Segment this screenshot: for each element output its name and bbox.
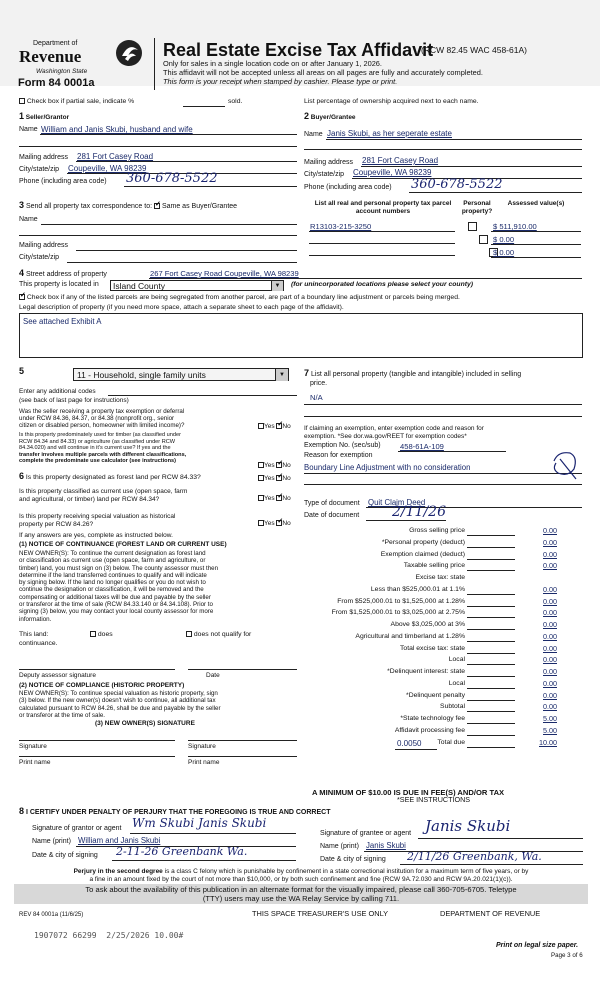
grantee-date-line bbox=[400, 864, 583, 865]
tax-row-label: Less than $525,000.01 at 1.1% bbox=[370, 585, 465, 593]
exemption-no-value[interactable]: 458-61A-109 bbox=[400, 442, 444, 451]
exemption-yes-checkbox[interactable] bbox=[258, 423, 264, 429]
tax-row-label: *Delinquent penalty bbox=[406, 691, 465, 699]
buyer-city-value[interactable]: Coupeville, WA 98239 bbox=[353, 168, 432, 177]
personal-property-label-2: price. bbox=[310, 380, 328, 387]
deputy-signature-label: Deputy assessor signature bbox=[19, 672, 96, 679]
tax-row-value[interactable]: 0.00 bbox=[543, 667, 557, 676]
tax-row-label: From $525,000.01 to $1,525,000 at 1.28% bbox=[337, 597, 465, 605]
forest-yes-no: Yes ✓ No bbox=[258, 475, 291, 483]
assessed-value-header: Assessed value(s) bbox=[507, 200, 565, 207]
current-use-yes-no: Yes ✓ No bbox=[258, 495, 291, 503]
tax-row-leader bbox=[467, 723, 515, 724]
personal-property-checkbox-1[interactable] bbox=[468, 222, 477, 231]
seller-name-label: Name bbox=[19, 126, 38, 133]
county-note: (for unincorporated locations please select your county) bbox=[291, 281, 474, 288]
grantor-date-label: Date & city of signing bbox=[32, 852, 98, 859]
notice-continuance-title: (1) NOTICE OF CONTINUANCE (FOREST LAND OR CURRENT USE) bbox=[19, 541, 227, 548]
tax-row-value[interactable]: 0.00 bbox=[543, 631, 557, 641]
parcel-header: List all real and personal property tax parcel account numbers bbox=[314, 200, 452, 215]
header-divider bbox=[154, 38, 155, 90]
state-label: Washington State bbox=[36, 68, 88, 75]
accessibility-line-2: (TTY) users may use the WA Relay Service by calling 711. bbox=[202, 894, 400, 903]
minimum-due-note: A MINIMUM OF $10.00 IS DUE IN FEE(S) AND/OR TAX bbox=[312, 788, 505, 797]
header-line-1: Only for sales in a single location code on or after January 1, 2026. bbox=[163, 59, 382, 68]
buyer-name-label: Name bbox=[304, 131, 323, 138]
tax-row-value[interactable]: 0.00 bbox=[543, 561, 557, 571]
partial-percent-field[interactable] bbox=[183, 106, 225, 107]
buyer-name-value[interactable]: Janis Skubi, as her seperate estate bbox=[327, 129, 452, 138]
this-land-label: This land: bbox=[19, 631, 49, 638]
exemption-instructions-2: exemption. *See dor.wa.gov/REET for exemption codes* bbox=[304, 433, 467, 440]
accessibility-line-1: To ask about the availability of this publication in an alternate format for the visually impaired, please call 360-705-6705. Teletype bbox=[85, 885, 517, 894]
county-select[interactable] bbox=[110, 280, 284, 291]
tax-row-leader bbox=[467, 617, 515, 618]
local-rate-value[interactable]: 0.0050 bbox=[397, 739, 422, 748]
buyer-name-line bbox=[326, 139, 582, 140]
seller-phone-label: Phone (including area code) bbox=[19, 178, 107, 185]
title-citation: (RCW 82.45 WAC 458-61A) bbox=[421, 45, 527, 55]
tax-row-value[interactable]: 0.00 bbox=[543, 690, 557, 700]
additional-codes-note: (see back of last page for instructions) bbox=[19, 397, 129, 404]
exemption-no-label: Exemption No. (sec/sub) bbox=[304, 442, 381, 449]
tax-row-label: Exemption claimed (deduct) bbox=[380, 550, 465, 558]
corr-mailing-label: Mailing address bbox=[19, 242, 69, 249]
deputy-signature-field[interactable] bbox=[19, 669, 175, 670]
tax-row-leader bbox=[467, 641, 515, 642]
seller-name-value[interactable]: William and Janis Skubi, husband and wife bbox=[41, 125, 193, 134]
form-number: Form 84 0001a bbox=[18, 77, 95, 89]
department-label: DEPARTMENT OF REVENUE bbox=[440, 909, 541, 918]
cashier-stamp: 1907072 66299 2/25/2026 10.00# bbox=[34, 931, 184, 940]
personal-property-value[interactable]: N/A bbox=[310, 393, 323, 402]
forest-yes-checkbox[interactable] bbox=[258, 475, 264, 481]
assessed-line-1 bbox=[491, 231, 581, 232]
legal-description-label: Legal description of property (if you need more space, attach a separate sheet to each page of the affidavit). bbox=[19, 304, 344, 311]
corr-mailing-field[interactable] bbox=[76, 250, 297, 251]
owner-print-field-2[interactable] bbox=[188, 756, 297, 757]
buyer-section-heading: 2 Buyer/Grantee bbox=[304, 111, 356, 121]
tax-row-label: Subtotal bbox=[440, 703, 465, 711]
tax-row-leader bbox=[467, 664, 515, 665]
seller-city-label: City/state/zip bbox=[19, 166, 60, 173]
parcel-line-1 bbox=[309, 231, 455, 232]
historic-yes-no: Yes ✓ No bbox=[258, 520, 291, 528]
ownership-note: List percentage of ownership acquired next to each name. bbox=[304, 98, 479, 105]
street-address-label: 4 Street address of property bbox=[19, 268, 107, 278]
header-line-2: This affidavit will not be accepted unless all areas on all pages are fully and accurately completed. bbox=[163, 68, 483, 77]
parcel-number-1[interactable]: R13103-215-3250 bbox=[310, 222, 372, 231]
perjury-line-1: Perjury in the second degree is a class C felony which is punishable by confinement in a state correctional institution for a maximum term of five years, or by bbox=[73, 868, 529, 875]
land-does-not: does not qualify for bbox=[186, 631, 251, 639]
corr-city-field[interactable] bbox=[67, 262, 297, 263]
land-use-select[interactable] bbox=[73, 368, 289, 381]
seller-phone-value[interactable]: 360-678-5522 bbox=[126, 171, 218, 186]
assessed-line-3 bbox=[491, 257, 581, 258]
same-as-buyer-checkbox[interactable] bbox=[154, 203, 160, 209]
tax-row-value[interactable]: 5.00 bbox=[543, 725, 557, 735]
new-owner-signature-title: (3) NEW OWNER(S) SIGNATURE bbox=[95, 720, 195, 727]
tax-row-label: Total excise tax: state bbox=[400, 644, 465, 652]
exemption-no-line bbox=[398, 451, 506, 452]
deputy-date-field[interactable] bbox=[188, 669, 297, 670]
seller-name-line bbox=[40, 134, 297, 135]
additional-codes-field[interactable] bbox=[108, 395, 297, 396]
corr-name-label: Name bbox=[19, 216, 38, 223]
tax-row-label: Local bbox=[448, 679, 465, 687]
tax-row-leader bbox=[467, 735, 515, 736]
tax-row-leader bbox=[467, 547, 515, 548]
does-not-checkbox[interactable] bbox=[186, 631, 192, 637]
tax-row-leader bbox=[467, 711, 515, 712]
tax-row-label: From $1,525,000.01 to $3,025,000 at 2.75% bbox=[331, 609, 465, 617]
county-select-value: Island County bbox=[113, 281, 165, 291]
tax-row-label: Taxable selling price bbox=[403, 562, 465, 570]
notice-compliance-body: NEW OWNER(S): To continue special valuation as historic property, sign (3) below. If the new owner(s) doesn't wish to continue, all additional tax calculated pursuant to RCW 84.26, shall be due and payable by the seller or transferor at the time of sale. bbox=[19, 690, 221, 719]
forest-no-checkbox[interactable] bbox=[276, 475, 282, 481]
tax-row-leader bbox=[467, 594, 515, 595]
revenue-logo-text: Revenue bbox=[19, 47, 82, 66]
section-5-number: 5 bbox=[19, 366, 25, 376]
buyer-mailing-value[interactable]: 281 Fort Casey Road bbox=[362, 156, 439, 165]
corr-city-label: City/state/zip bbox=[19, 254, 60, 261]
assessed-value-2[interactable]: $ 0.00 bbox=[493, 235, 515, 244]
tax-row-leader bbox=[467, 688, 515, 689]
grantee-print-label: Name (print) bbox=[320, 843, 359, 850]
exemption-question: Was the seller receiving a property tax exemption or deferral under RCW 84.36, 84.37, or 84.38 (nonprofit org., senior citizen or disabled person, homeowner with limited income)? bbox=[19, 408, 185, 430]
seller-mailing-label: Mailing address bbox=[19, 154, 69, 161]
tax-row-label: *State technology fee bbox=[400, 715, 465, 722]
street-address-value[interactable]: 267 Fort Casey Road Coupeville, WA 98239 bbox=[150, 269, 299, 278]
tax-row-value[interactable]: 0.00 bbox=[543, 678, 557, 688]
tax-row-value[interactable]: 0.00 bbox=[543, 608, 557, 618]
buyer-city-label: City/state/zip bbox=[304, 171, 345, 178]
personal-property-line-1 bbox=[304, 404, 582, 405]
tax-row-leader bbox=[467, 629, 515, 630]
current-use-question: Is this property classified as current use (open space, farm and agricultural, or timber) land per RCW 84.34? bbox=[19, 488, 188, 503]
partial-sale-label: Check box if partial sale, indicate % bbox=[26, 98, 135, 105]
revenue-logo-icon bbox=[114, 38, 144, 68]
tax-row-leader bbox=[467, 559, 515, 560]
page-title: Real Estate Excise Tax Affidavit bbox=[163, 40, 434, 60]
buyer-phone-value[interactable]: 360-678-5522 bbox=[411, 177, 503, 192]
current-use-yes-checkbox[interactable] bbox=[258, 495, 264, 501]
buyer-phone-label: Phone (including area code) bbox=[304, 184, 392, 191]
deputy-date-label: Date bbox=[206, 672, 220, 679]
any-yes-note: If any answers are yes, complete as instructed below. bbox=[19, 532, 173, 539]
county-label: This property is located in bbox=[19, 281, 99, 288]
tax-row-value[interactable]: 0.00 bbox=[543, 584, 557, 594]
tax-row-value[interactable]: 0.00 bbox=[543, 620, 557, 629]
exemption-no-checkbox[interactable] bbox=[276, 423, 282, 429]
tax-row-label: Affidavit processing fee bbox=[394, 726, 465, 734]
tax-row-leader bbox=[467, 570, 515, 571]
owner-signature-field-1[interactable] bbox=[19, 740, 175, 741]
assessed-value-1[interactable]: $ 511,910.00 bbox=[493, 222, 537, 231]
tax-row-value[interactable]: 0.00 bbox=[543, 655, 557, 665]
parcel-line-3[interactable] bbox=[309, 255, 455, 256]
grantor-date-line bbox=[112, 860, 296, 861]
land-use-value: 11 - Household, single family units bbox=[77, 370, 206, 380]
correspondence-heading: 3 Send all property tax correspondence to: ✓ Same as Buyer/Grantee bbox=[19, 200, 237, 211]
buyer-phone-line bbox=[409, 192, 582, 193]
tax-row-leader bbox=[467, 747, 515, 748]
buyer-name-line-2 bbox=[304, 149, 582, 150]
assessed-line-2 bbox=[491, 244, 581, 245]
tax-row-label: Total due bbox=[437, 738, 465, 746]
grantee-date-label: Date & city of signing bbox=[320, 856, 386, 863]
doc-type-label: Type of document bbox=[304, 500, 360, 507]
timber-yes-checkbox[interactable] bbox=[258, 462, 264, 468]
timber-question: Is this property predominately used for timber (as classified under RCW 84.34 and 84.33) or agriculture (as classified under RCW 84.34.020) and will continue in it's current use? If yes and the transfer involves multiple parcels with different classifications, complete the predominate use calculator (see instructions) bbox=[19, 432, 187, 465]
partial-sale-row bbox=[19, 98, 134, 106]
tax-row-value[interactable]: 0.00 bbox=[543, 702, 557, 712]
tax-row-label: Excise tax: state bbox=[415, 574, 465, 581]
personal-property-header: Personal property? bbox=[461, 200, 493, 215]
seller-mailing-line bbox=[76, 161, 297, 162]
tax-row-label: Agricultural and timberland at 1.28% bbox=[355, 632, 465, 640]
handwritten-initials-icon bbox=[548, 447, 582, 481]
treasurer-use-label: THIS SPACE TREASURER'S USE ONLY bbox=[252, 909, 389, 918]
seller-name-line-2 bbox=[19, 146, 297, 147]
segregation-checkbox[interactable] bbox=[19, 294, 25, 300]
tax-row-leader bbox=[467, 535, 515, 536]
sold-label: sold. bbox=[228, 98, 243, 105]
legal-description-field[interactable] bbox=[19, 313, 583, 358]
exemption-yes-no: Yes ✓ No bbox=[258, 423, 291, 431]
tax-row-value[interactable]: 10.00 bbox=[539, 737, 557, 747]
timber-yes-no: Yes ✓ No bbox=[258, 462, 291, 470]
grantee-signature[interactable]: Janis Skubi bbox=[425, 817, 511, 835]
owner-print-label-2: Print name bbox=[188, 759, 220, 766]
seller-city-value[interactable]: Coupeville, WA 98239 bbox=[68, 164, 147, 173]
doc-type-value[interactable]: Quit Claim Deed bbox=[368, 498, 426, 507]
segregation-label: Check box if any of the listed parcels are being segregated from another parcel, are part of a boundary line adjustment or parcels being merged. bbox=[26, 294, 460, 301]
dept-of-label: Department of bbox=[33, 40, 78, 47]
personal-property-checkbox-2[interactable] bbox=[479, 235, 488, 244]
doc-date-label: Date of document bbox=[304, 512, 360, 519]
tax-row-leader bbox=[467, 700, 515, 701]
tax-row-label: *Personal property (deduct) bbox=[381, 538, 465, 546]
forest-land-question: 6 Is this property designated as forest land per RCW 84.33? bbox=[19, 471, 201, 481]
parcel-line-2[interactable] bbox=[309, 243, 455, 244]
exemption-instructions-1: If claiming an exemption, enter exemption code and reason for bbox=[304, 425, 484, 432]
revision-label: REV 84 0001a (11/6/25) bbox=[19, 912, 84, 918]
grantor-signature[interactable]: Wm Skubi Janis Skubi bbox=[132, 816, 267, 830]
exemption-reason-line-2 bbox=[304, 484, 582, 485]
grantor-print-value[interactable]: William and Janis Skubi bbox=[78, 836, 161, 845]
tax-row-leader bbox=[467, 653, 515, 654]
grantor-date-city[interactable]: 2-11-26 Greenbank Wa. bbox=[116, 845, 248, 858]
tax-row-label: Above $3,025,000 at 3% bbox=[390, 621, 465, 628]
tax-row-label: Local bbox=[448, 656, 465, 664]
assessed-value-3[interactable]: $ 0.00 bbox=[493, 248, 515, 257]
seller-section-heading: 1 Seller/Grantor bbox=[19, 111, 70, 121]
doc-date-line bbox=[366, 520, 446, 521]
grantee-print-value[interactable]: Janis Skubi bbox=[366, 841, 406, 850]
exemption-reason-label: Reason for exemption bbox=[304, 452, 373, 459]
tax-row-value[interactable]: 5.00 bbox=[543, 714, 557, 723]
street-address-line bbox=[149, 278, 582, 279]
grantor-signature-line bbox=[130, 833, 296, 834]
perjury-line-2: a fine in an amount fixed by the court of not more than $10,000, or by both such confinement and fine (RCW 9A.72.030 and RCW 9A.20.021(1)(c)). bbox=[89, 876, 513, 883]
land-does: does bbox=[90, 631, 113, 639]
personal-property-line-2 bbox=[304, 416, 582, 417]
buyer-mailing-label: Mailing address bbox=[304, 159, 354, 166]
owner-signature-label-1: Signature bbox=[19, 743, 47, 750]
local-rate-line bbox=[395, 749, 437, 750]
grantee-signature-label: Signature of grantee or agent bbox=[320, 830, 412, 837]
page-number: Page 3 of 6 bbox=[551, 952, 583, 959]
tax-row-value[interactable]: 0.00 bbox=[543, 596, 557, 606]
additional-codes-label: Enter any additional codes bbox=[19, 388, 96, 395]
corr-name-field[interactable] bbox=[41, 224, 297, 225]
buyer-mailing-line bbox=[361, 166, 582, 167]
certification-heading: 8 I CERTIFY UNDER PENALTY OF PERJURY THAT THE FOREGOING IS TRUE AND CORRECT bbox=[19, 806, 331, 816]
chevron-down-icon[interactable]: ▼ bbox=[271, 281, 283, 291]
see-instructions-note: *SEE INSTRUCTIONS bbox=[397, 795, 471, 804]
owner-print-label-1: Print name bbox=[19, 759, 51, 766]
tax-row-value[interactable]: 0.00 bbox=[543, 643, 557, 653]
partial-sale-checkbox[interactable] bbox=[19, 98, 25, 104]
chevron-down-icon[interactable]: ▼ bbox=[275, 369, 288, 381]
grantee-signature-line bbox=[418, 838, 583, 839]
historic-question: Is this property receiving special valuation as historical property per RCW 84.26? bbox=[19, 513, 176, 528]
tax-row-value[interactable]: 0.00 bbox=[543, 549, 557, 559]
owner-signature-field-2[interactable] bbox=[188, 740, 297, 741]
seller-mailing-value[interactable]: 281 Fort Casey Road bbox=[77, 152, 154, 161]
tax-row-leader bbox=[467, 676, 515, 677]
tax-row-label: Gross selling price bbox=[409, 527, 465, 534]
grantor-print-label: Name (print) bbox=[32, 838, 71, 845]
exemption-reason-value[interactable]: Boundary Line Adjustment with no consideration bbox=[304, 463, 471, 472]
owner-print-field-1[interactable] bbox=[19, 756, 175, 757]
header-line-3: This form is your receipt when stamped by cashier. Please type or print. bbox=[163, 77, 398, 86]
notice-compliance-title: (2) NOTICE OF COMPLIANCE (HISTORIC PROPERTY) bbox=[19, 682, 185, 689]
seller-phone-line bbox=[124, 186, 297, 187]
segregation-row bbox=[19, 294, 460, 302]
personal-property-label: 7 List all personal property (tangible and intangible) included in selling bbox=[304, 368, 522, 378]
grantee-date-city[interactable]: 2/11/26 Greenbank, Wa. bbox=[407, 850, 542, 863]
owner-signature-label-2: Signature bbox=[188, 743, 216, 750]
doc-date-value[interactable]: 2/11/26 bbox=[392, 504, 446, 520]
corr-name-field-2[interactable] bbox=[19, 235, 297, 236]
tax-row-value[interactable]: 0.00 bbox=[543, 526, 557, 535]
legal-description-value: See attached Exhibit A bbox=[23, 317, 102, 326]
exemption-reason-line bbox=[304, 473, 582, 474]
tax-row-value[interactable]: 0.00 bbox=[543, 537, 557, 547]
notice-continuance-body: NEW OWNER(S): To continue the current designation as forest land or classification as current use (open space, farm and agriculture, or timber) land, you must sign on (3) below. The county assessor must then determine if the land transferred continues to qualify and will indicate by signing below. If the land no longer qualifies or you do not wish to continue the designation or classification, it will be removed and the compensating or additional taxes will be due and payable by the seller or transferor at the time of sale (RCW 84.33.140 or 84.34.108). Prior to signing (3) below, you may contact your local county assessor for more information. bbox=[19, 550, 219, 623]
legal-paper-note: Print on legal size paper. bbox=[496, 942, 579, 949]
continuance-label: continuance. bbox=[19, 640, 58, 647]
timber-no-checkbox[interactable] bbox=[276, 462, 282, 468]
historic-yes-checkbox[interactable] bbox=[258, 520, 264, 526]
tax-row-label: *Delinquent interest: state bbox=[387, 668, 465, 675]
current-use-no-checkbox[interactable] bbox=[276, 495, 282, 501]
tax-row-leader bbox=[467, 606, 515, 607]
historic-no-checkbox[interactable] bbox=[276, 520, 282, 526]
does-checkbox[interactable] bbox=[90, 631, 96, 637]
grantor-signature-label: Signature of grantor or agent bbox=[32, 825, 122, 832]
